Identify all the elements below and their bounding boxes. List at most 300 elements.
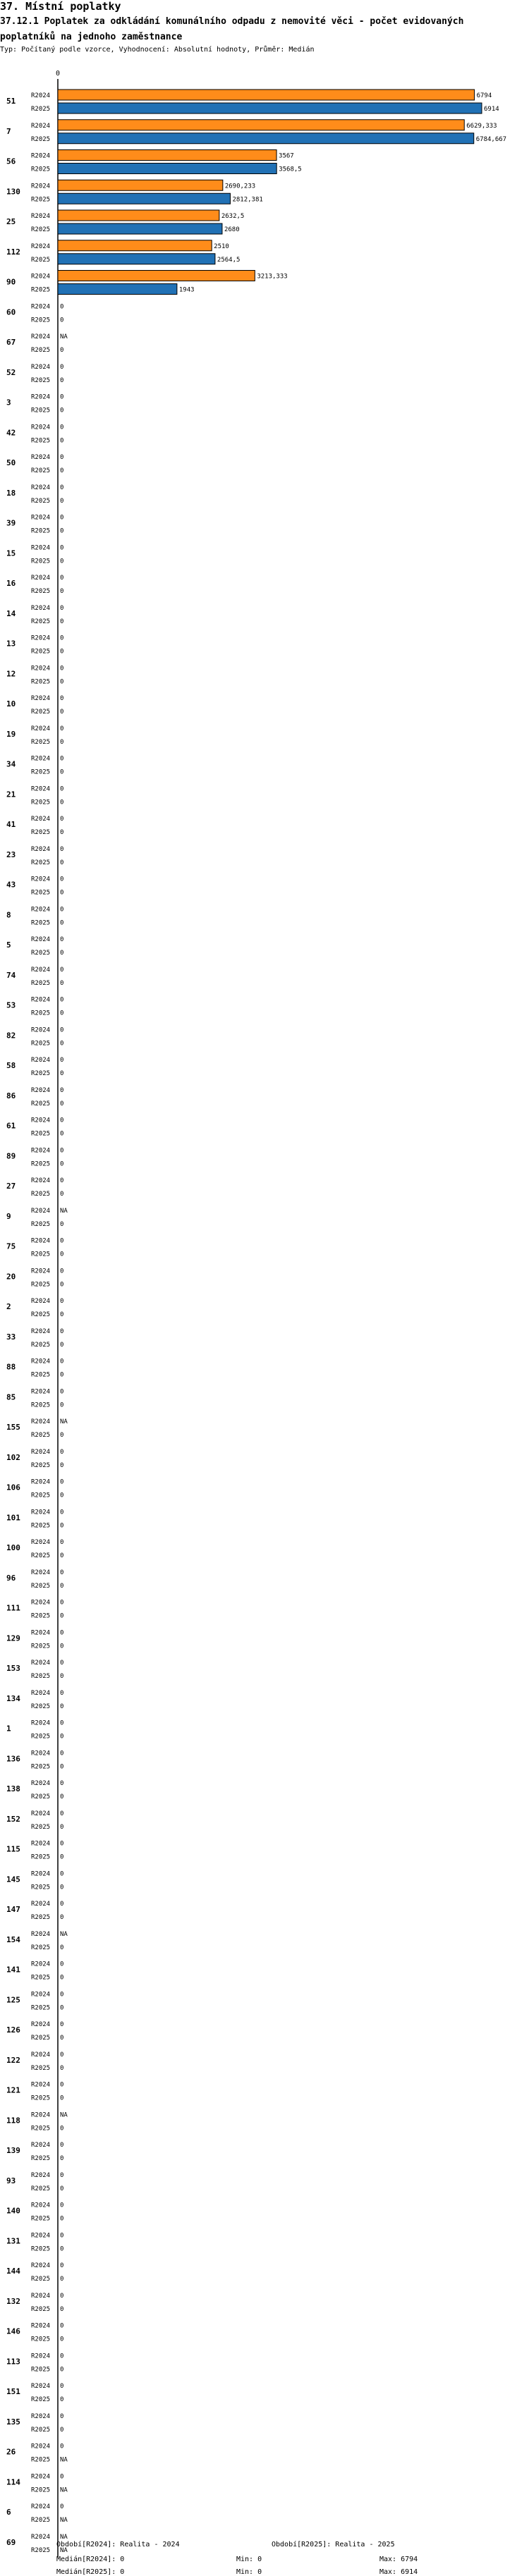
bar-r2025 [58,164,276,174]
max-r2025: Max: 6914 [379,2568,418,2576]
series-label: R2024 [31,1961,51,1968]
data-label: 2690,233 [224,183,256,190]
data-label: 0 [60,768,64,776]
data-label: 0 [60,2366,64,2374]
series-label: R2024 [31,906,51,914]
series-label: R2025 [31,1402,51,1409]
data-label: 0 [60,2004,64,2012]
data-label: NA [60,2486,68,2494]
series-label: R2025 [31,678,51,686]
data-label: NA [60,1930,68,1938]
series-label: R2024 [31,996,51,1004]
series-label: R2025 [31,1461,51,1469]
data-label: 0 [60,634,64,642]
category-label: 126 [6,2025,20,2035]
category-label: 61 [6,1121,16,1131]
series-label: R2024 [31,273,51,281]
series-label: R2024 [31,665,51,673]
category-label: 75 [6,1241,16,1251]
data-label: 0 [60,347,64,354]
data-label: 0 [60,1448,64,1456]
category-label: 39 [6,518,16,528]
data-label: 0 [60,1974,64,1982]
series-label: R2025 [31,2546,51,2554]
data-label: 3567 [279,152,294,160]
chart-title: 37.12.1 Poplatek za odkládání komunálního odpadu z nemovité věci - počet evidovaných poplatníků na jednoho zaměstnance [0,16,464,42]
series-label: R2024 [31,1930,51,1938]
category-label: 8 [6,910,11,920]
series-label: R2024 [31,1810,51,1817]
series-label: R2024 [31,1388,51,1396]
data-label: 0 [60,1298,64,1305]
category-label: 50 [6,458,16,467]
series-label: R2025 [31,256,51,264]
series-label: R2025 [31,1703,51,1710]
series-label: R2024 [31,1327,51,1335]
series-label: R2024 [31,1268,51,1275]
data-label: 0 [60,437,64,445]
series-label: R2025 [31,1974,51,1982]
category-label: 74 [6,970,16,980]
series-label: R2025 [31,2035,51,2042]
series-label: R2024 [31,333,51,341]
series-label: R2024 [31,1237,51,1245]
category-label: 34 [6,759,16,769]
data-label: 0 [60,2202,64,2209]
series-label: R2025 [31,889,51,897]
data-label: 0 [60,2155,64,2162]
data-label: 0 [60,2081,64,2089]
series-label: R2024 [31,1840,51,1848]
data-label: 0 [60,1191,64,1198]
series-label: R2024 [31,152,51,160]
data-label: 0 [60,1026,64,1034]
series-label: R2024 [31,514,51,522]
data-label: 0 [60,725,64,732]
data-label: 0 [60,906,64,914]
data-label: 0 [60,1327,64,1335]
chart-note: Typ: Počítaný podle vzorce, Vyhodnocení: Absolutní hodnoty, Průměr: Medián [0,46,315,54]
category-label: 23 [6,850,16,859]
data-label: 0 [60,1944,64,1951]
data-label: 0 [60,2322,64,2330]
data-label: 0 [60,2276,64,2283]
series-label: R2024 [31,1086,51,1094]
data-label: 0 [60,2064,64,2072]
data-label: 0 [60,2142,64,2149]
data-label: 0 [60,1763,64,1771]
data-label: 0 [60,1268,64,1275]
category-label: 106 [6,1483,20,1492]
series-label: R2025 [31,2456,51,2464]
series-label: R2025 [31,2517,51,2524]
data-label: NA [60,2546,68,2554]
data-label: 0 [60,1220,64,1228]
data-label: 0 [60,678,64,686]
data-label: 0 [60,1660,64,1667]
data-label: 0 [60,2094,64,2102]
data-label: 0 [60,859,64,866]
series-label: R2024 [31,695,51,702]
data-label: 0 [60,1689,64,1697]
series-label: R2025 [31,709,51,716]
data-label: 0 [60,588,64,595]
data-label: 0 [60,1057,64,1064]
series-label: R2024 [31,2232,51,2240]
category-label: 67 [6,338,16,347]
data-label: 0 [60,1840,64,1848]
series-label: R2025 [31,1100,51,1108]
data-label: 0 [60,1733,64,1741]
data-label: 0 [60,1780,64,1787]
series-label: R2025 [31,1311,51,1318]
data-label: 0 [60,2245,64,2253]
data-label: 0 [60,1160,64,1168]
series-label: R2025 [31,407,51,415]
bar-r2024 [58,180,223,190]
series-label: R2025 [31,2336,51,2343]
category-label: 2 [6,1302,11,1311]
data-label: 0 [60,1117,64,1124]
series-label: R2024 [31,484,51,491]
data-label: 6629,333 [466,122,497,130]
series-label: R2024 [31,243,51,250]
series-label: R2024 [31,2292,51,2300]
category-label: 20 [6,1272,16,1282]
category-label: 42 [6,428,16,438]
series-label: R2025 [31,1853,51,1861]
data-label: 2510 [214,243,229,250]
series-label: R2025 [31,1823,51,1831]
data-label: 0 [60,2503,64,2510]
data-label: 0 [60,497,64,505]
series-label: R2025 [31,2185,51,2192]
category-label: 145 [6,1875,20,1884]
category-label: 16 [6,579,16,588]
bar-r2025 [58,133,474,144]
bar-r2025 [58,103,482,114]
series-label: R2024 [31,122,51,130]
series-label: R2025 [31,467,51,474]
category-label: 51 [6,97,16,106]
data-label: 0 [60,1884,64,1891]
series-label: R2024 [31,1569,51,1576]
data-label: 0 [60,2383,64,2390]
data-label: 6914 [484,106,499,113]
category-label: 115 [6,1844,20,1854]
data-label: 0 [60,1582,64,1590]
bar-r2024 [58,271,255,281]
series-label: R2025 [31,1612,51,1620]
category-label: 18 [6,488,16,498]
data-label: 0 [60,317,64,324]
series-label: R2025 [31,588,51,595]
data-label: 0 [60,1901,64,1908]
series-label: R2024 [31,2202,51,2209]
data-label: 0 [60,1522,64,1530]
series-label: R2025 [31,2094,51,2102]
category-label: 90 [6,277,16,287]
category-label: 14 [6,608,16,618]
category-label: 43 [6,880,16,890]
data-label: 0 [60,544,64,552]
bar-r2024 [58,90,475,100]
category-label: 147 [6,1905,20,1914]
series-label: R2025 [31,226,51,233]
bar-r2024 [58,240,212,251]
series-label: R2025 [31,738,51,746]
series-label: R2025 [31,135,51,143]
data-label: 6784,667 [475,135,507,143]
data-label: 0 [60,829,64,836]
data-label: 0 [60,1961,64,1968]
category-label: 132 [6,2296,20,2306]
series-label: R2024 [31,1117,51,1124]
data-label: 3568,5 [279,166,302,173]
data-label: 0 [60,1823,64,1831]
series-label: R2024 [31,1147,51,1155]
series-label: R2024 [31,725,51,732]
category-label: 12 [6,669,16,679]
data-label: 0 [60,1810,64,1817]
series-label: R2025 [31,196,51,204]
category-label: 3 [6,398,11,407]
series-label: R2025 [31,2155,51,2162]
series-label: R2024 [31,936,51,943]
data-label: 0 [60,1311,64,1318]
data-label: 0 [60,1703,64,1710]
data-label: 0 [60,2396,64,2403]
data-label: 0 [60,1147,64,1155]
series-label: R2025 [31,1733,51,1741]
data-label: 0 [60,1237,64,1245]
data-label: 0 [60,2232,64,2240]
data-label: 0 [60,799,64,806]
data-label: 0 [60,558,64,565]
data-label: 0 [60,1086,64,1094]
series-label: R2025 [31,648,51,656]
series-label: R2025 [31,2215,51,2223]
category-label: 69 [6,2537,16,2547]
series-label: R2024 [31,1026,51,1034]
data-label: NA [60,2111,68,2119]
data-label: 0 [60,2215,64,2223]
data-label: 0 [60,738,64,746]
series-label: R2024 [31,2111,51,2119]
series-label: R2024 [31,2443,51,2451]
data-label: 0 [60,1281,64,1289]
category-label: 139 [6,2146,20,2155]
data-label: 0 [60,1719,64,1727]
data-label: 0 [60,950,64,957]
max-r2024: Max: 6794 [379,2556,418,2563]
series-label: R2025 [31,1160,51,1168]
category-label: 113 [6,2357,20,2367]
data-label: 0 [60,1251,64,1258]
data-label: 0 [60,1461,64,1469]
series-label: R2025 [31,1040,51,1048]
series-label: R2025 [31,1220,51,1228]
data-label: 0 [60,407,64,415]
category-label: 13 [6,639,16,649]
category-label: 86 [6,1091,16,1100]
median-r2025: Medián[R2025]: 0 [56,2568,125,2576]
data-label: 0 [60,1358,64,1366]
data-label: 0 [60,2262,64,2269]
category-label: 27 [6,1182,16,1191]
data-label: NA [60,2456,68,2464]
data-label: 0 [60,604,64,612]
category-label: 25 [6,217,16,226]
data-label: 2812,381 [232,196,263,204]
series-label: R2024 [31,1780,51,1787]
data-label: 0 [60,1492,64,1499]
series-label: R2025 [31,437,51,445]
bar-r2025 [58,193,230,204]
category-label: 88 [6,1362,16,1372]
data-label: 0 [60,1341,64,1349]
data-label: NA [60,2517,68,2524]
series-label: R2025 [31,799,51,806]
data-label: 0 [60,1100,64,1108]
data-label: 0 [60,2426,64,2434]
data-label: 0 [60,1040,64,1048]
category-label: 153 [6,1664,20,1673]
data-label: 0 [60,1177,64,1184]
series-label: R2024 [31,876,51,883]
series-label: R2024 [31,575,51,582]
category-label: 6 [6,2508,11,2517]
data-label: 0 [60,467,64,474]
legend-r2024: Období[R2024]: Realita - 2024 [56,2541,180,2549]
series-label: R2025 [31,497,51,505]
series-label: R2024 [31,816,51,823]
data-label: 0 [60,514,64,522]
category-label: 53 [6,1000,16,1010]
category-label: 134 [6,1693,20,1703]
series-label: R2024 [31,1629,51,1637]
data-label: 0 [60,1509,64,1516]
series-label: R2025 [31,106,51,113]
series-label: R2025 [31,1914,51,1921]
series-label: R2024 [31,2503,51,2510]
data-label: 0 [60,1478,64,1486]
page-title: 37. Místní poplatky [0,0,121,13]
data-label: 0 [60,2051,64,2059]
category-label: 52 [6,367,16,377]
category-label: 60 [6,307,16,317]
data-label: 0 [60,1793,64,1801]
category-label: 41 [6,820,16,829]
series-label: R2024 [31,1689,51,1697]
data-label: 2632,5 [221,213,245,220]
category-label: 5 [6,940,11,950]
series-label: R2024 [31,2383,51,2390]
category-label: 114 [6,2477,20,2487]
data-label: 0 [60,996,64,1004]
data-label: 0 [60,695,64,702]
data-label: 2564,5 [217,256,241,264]
data-label: 0 [60,876,64,883]
series-label: R2025 [31,1070,51,1077]
data-label: 0 [60,1599,64,1607]
category-label: 138 [6,1784,20,1793]
series-label: R2024 [31,1870,51,1878]
series-label: R2024 [31,1298,51,1305]
data-label: 0 [60,1643,64,1650]
data-label: NA [60,1418,68,1425]
series-label: R2025 [31,1552,51,1559]
series-label: R2025 [31,558,51,565]
series-label: R2025 [31,2004,51,2012]
series-label: R2025 [31,2245,51,2253]
category-label: 118 [6,2116,20,2126]
data-label: 0 [60,979,64,987]
data-label: 0 [60,2292,64,2300]
series-label: R2024 [31,2081,51,2089]
series-label: R2024 [31,393,51,401]
bar-r2024 [58,210,219,221]
data-label: 0 [60,936,64,943]
category-label: 96 [6,1573,16,1583]
category-label: 56 [6,157,16,166]
data-label: 0 [60,527,64,535]
series-label: R2025 [31,1522,51,1530]
bar-r2025 [58,284,177,295]
data-label: 0 [60,1432,64,1439]
bar-r2025 [58,223,222,234]
data-label: 0 [60,919,64,927]
series-label: R2024 [31,1207,51,1215]
category-label: 85 [6,1392,16,1402]
category-label: 154 [6,1934,20,1944]
category-label: 1 [6,1724,11,1734]
series-label: R2025 [31,286,51,294]
bar-r2025 [58,254,215,264]
series-label: R2024 [31,183,51,190]
data-label: NA [60,333,68,341]
series-label: R2024 [31,1750,51,1758]
data-label: 0 [60,709,64,716]
category-label: 130 [6,187,20,197]
data-label: 0 [60,2021,64,2028]
series-label: R2025 [31,919,51,927]
data-label: 1943 [178,286,195,294]
data-label: 0 [60,1010,64,1017]
series-label: R2024 [31,1539,51,1546]
series-label: R2025 [31,950,51,957]
legend-r2025: Období[R2025]: Realita - 2025 [272,2541,395,2549]
category-label: 82 [6,1031,16,1041]
series-label: R2024 [31,2051,51,2059]
category-label: 7 [6,126,11,136]
series-label: R2025 [31,1130,51,1138]
data-label: 0 [60,1914,64,1921]
series-label: R2025 [31,829,51,836]
series-label: R2024 [31,1509,51,1516]
series-label: R2024 [31,303,51,311]
data-label: 0 [60,2336,64,2343]
category-label: 125 [6,1995,20,2005]
median-r2024: Medián[R2024]: 0 [56,2556,125,2563]
category-label: 121 [6,2085,20,2095]
series-label: R2024 [31,2262,51,2269]
series-label: R2025 [31,1281,51,1289]
series-label: R2024 [31,1599,51,1607]
series-label: R2025 [31,1492,51,1499]
series-label: R2025 [31,1643,51,1650]
data-label: 0 [60,1612,64,1620]
